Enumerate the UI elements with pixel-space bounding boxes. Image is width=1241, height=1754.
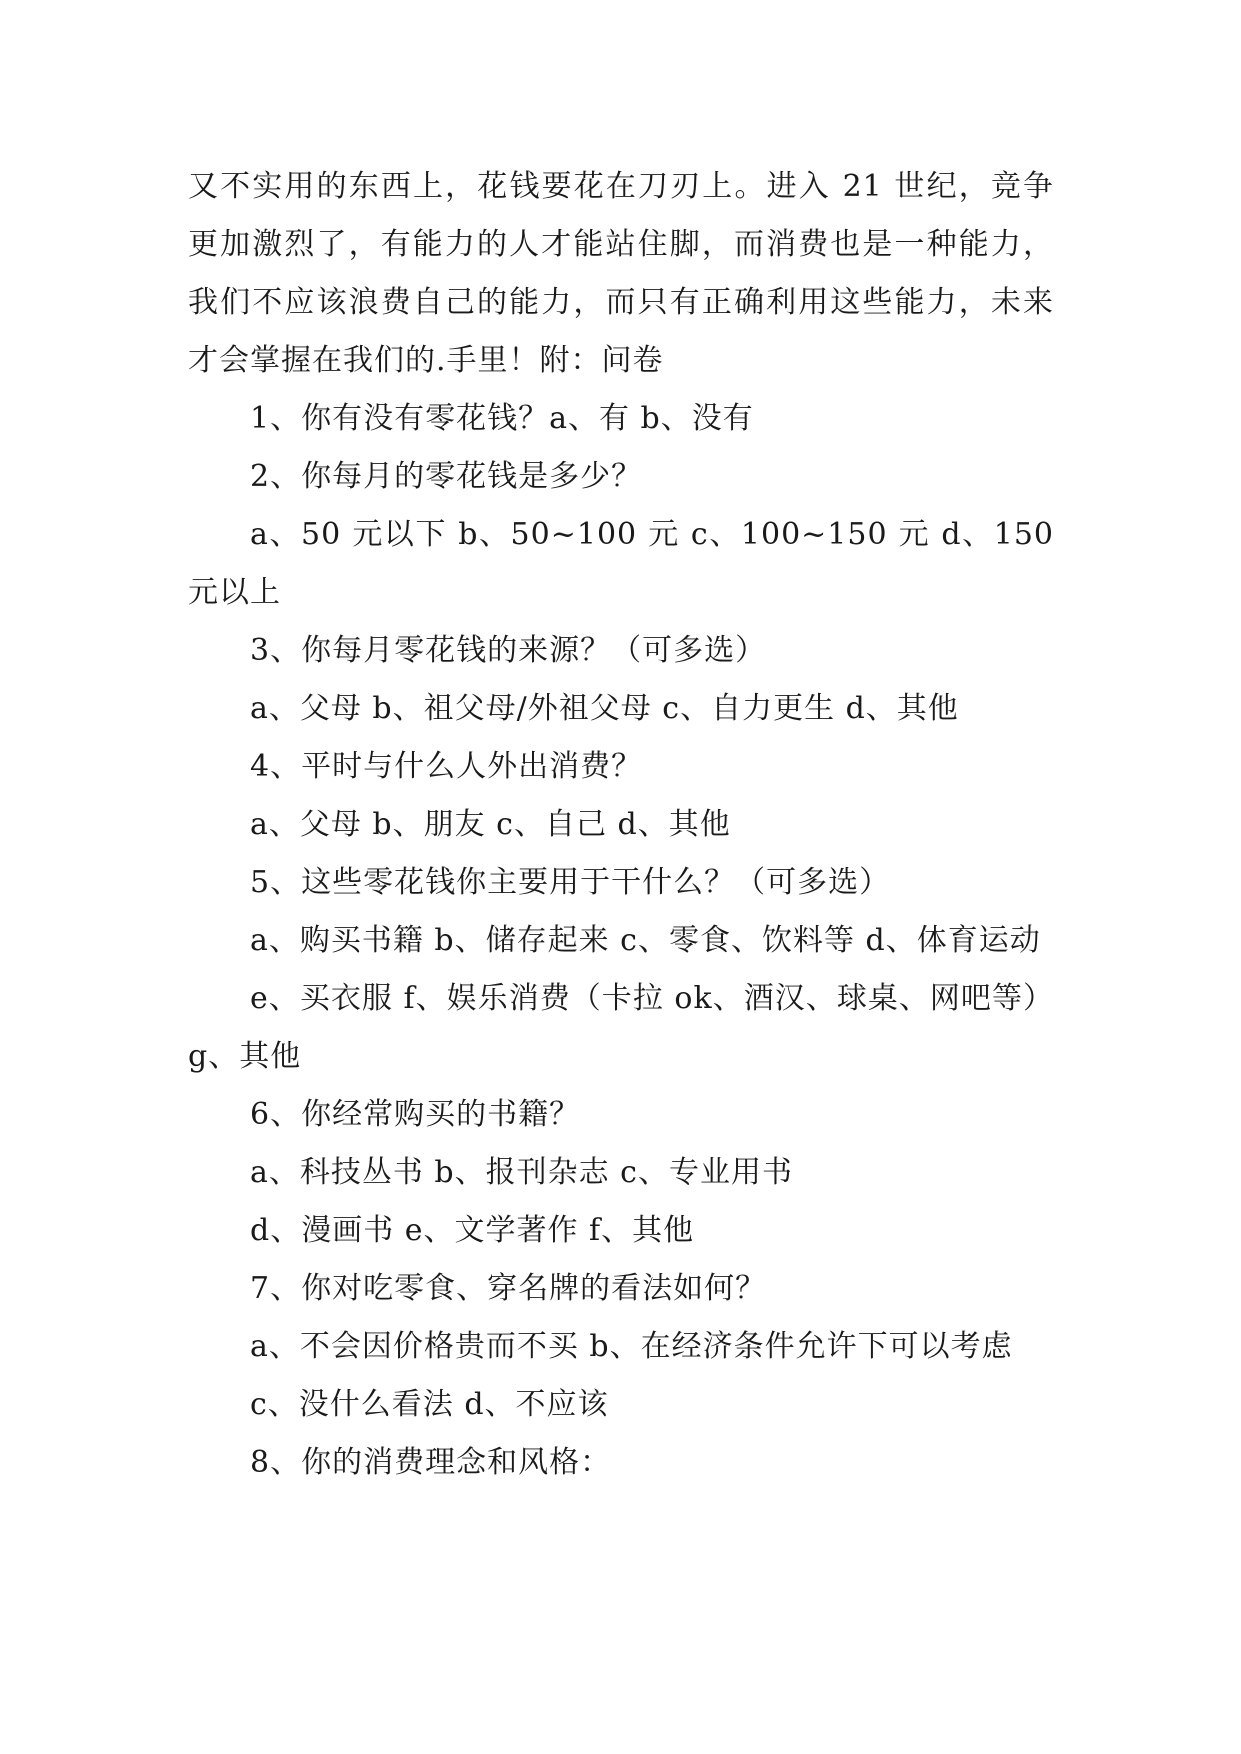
question-4-options: a、父母 b、朋友 c、自己 d、其他: [250, 807, 731, 842]
question-5: 5、这些零花钱你主要用于干什么？（可多选）: [250, 865, 891, 900]
question-5-options-part2: e、买衣服 f、娱乐消费（卡拉 ok、酒汉、球桌、网吧等）g、其他: [188, 981, 1054, 1074]
question-6: 6、你经常购买的书籍？: [250, 1097, 581, 1132]
question-7: 7、你对吃零食、穿名牌的看法如何？: [250, 1271, 767, 1306]
question-3: 3、你每月零花钱的来源？（可多选）: [250, 633, 767, 668]
question-1: 1、你有没有零花钱？a、有 b、没有: [250, 401, 754, 436]
question-5-options-part1: a、购买书籍 b、储存起来 c、零食、饮料等 d、体育运动: [250, 923, 1041, 958]
question-6-options-part1: a、科技丛书 b、报刊杂志 c、专业用书: [250, 1155, 793, 1190]
question-8: 8、你的消费理念和风格：: [250, 1445, 612, 1480]
question-2-options: a、50 元以下 b、50~100 元 c、100~150 元 d、150 元以上: [188, 517, 1054, 610]
question-2: 2、你每月的零花钱是多少？: [250, 459, 643, 494]
document-body: [188, 158, 1054, 1492]
question-6-options-part2: d、漫画书 e、文学著作 f、其他: [250, 1213, 695, 1248]
question-3-options: a、父母 b、祖父母/外祖父母 c、自力更生 d、其他: [250, 691, 959, 726]
question-4: 4、平时与什么人外出消费？: [250, 749, 643, 784]
body-paragraph: 又不实用的东西上，花钱要花在刀刃上。进入 21 世纪，竞争更加激烈了，有能力的人才能站住脚，而消费也是一种能力，我们不应该浪费自己的能力，而只有正确利用这些能力，未来才会掌握在我们的.手里！附：问卷: [188, 169, 1054, 378]
question-7-options-part1: a、不会因价格贵而不买 b、在经济条件允许下可以考虑: [250, 1329, 1013, 1364]
question-7-options-part2: c、没什么看法 d、不应该: [250, 1387, 609, 1422]
